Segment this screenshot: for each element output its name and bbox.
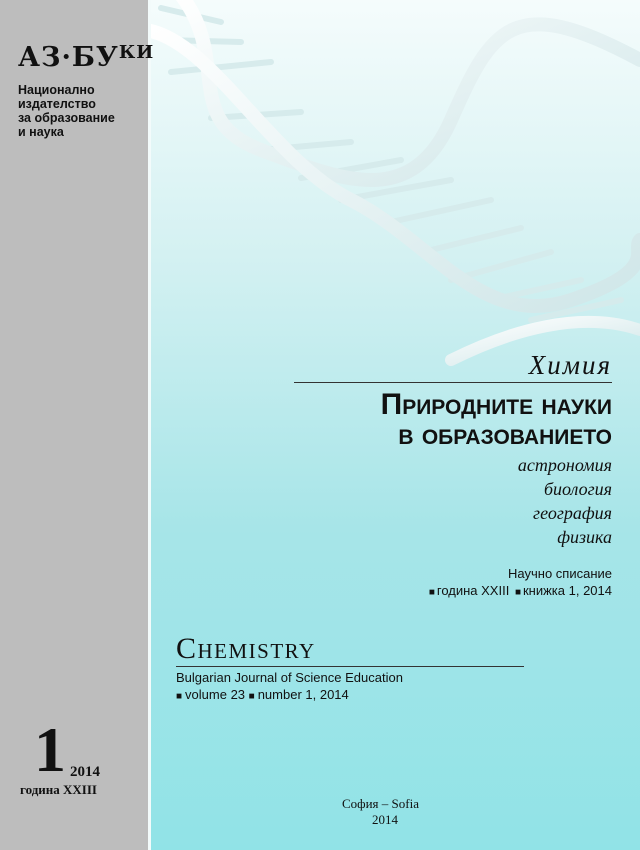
publisher-logo [18, 42, 154, 73]
subject-item: география [533, 503, 612, 523]
issue-number: 1 [34, 714, 66, 785]
publisher-line: Национално [18, 83, 95, 97]
subject-title: Химия [528, 350, 612, 380]
issue-part: книжка 1, 2014 [522, 583, 612, 598]
publisher-logo-sup: КИ [118, 42, 155, 63]
issue-year: 2014 [70, 764, 100, 780]
imprint-year: 2014 [372, 812, 398, 827]
issue-volume: година XXIII [20, 782, 97, 797]
number-part: number 1, 2014 [257, 687, 349, 702]
journal-title-line-2: в образованието [398, 418, 612, 451]
english-volume-line [176, 687, 349, 702]
year-line [427, 583, 612, 598]
journal-title-line-1: Природните науки [380, 388, 612, 421]
subject-item: астрономия [517, 455, 612, 475]
year-part: година XXIII [436, 583, 510, 598]
english-title: Chemistry [176, 632, 316, 665]
english-title-rule [176, 666, 524, 667]
title-rule [294, 382, 612, 383]
publisher-name [18, 83, 148, 139]
bullet-icon: ■ [176, 691, 183, 702]
dna-helix-illustration [151, 0, 640, 380]
subject-item: биология [543, 479, 612, 499]
publisher-line: и наука [18, 125, 64, 139]
journal-type: Научно списание [508, 566, 612, 581]
bullet-icon: ■ [428, 587, 435, 598]
bullet-icon: ■ [248, 691, 255, 702]
bullet-icon: ■ [514, 587, 521, 598]
volume-part: volume 23 [185, 687, 246, 702]
publisher-line: издателство [18, 97, 96, 111]
publisher-line: за образование [18, 111, 115, 125]
english-subtitle: Bulgarian Journal of Science Education [176, 670, 403, 685]
imprint-city: София – Sofia [342, 796, 419, 811]
subject-item: физика [557, 527, 612, 547]
publisher-logo-text: АЗ·БУ [18, 42, 119, 73]
